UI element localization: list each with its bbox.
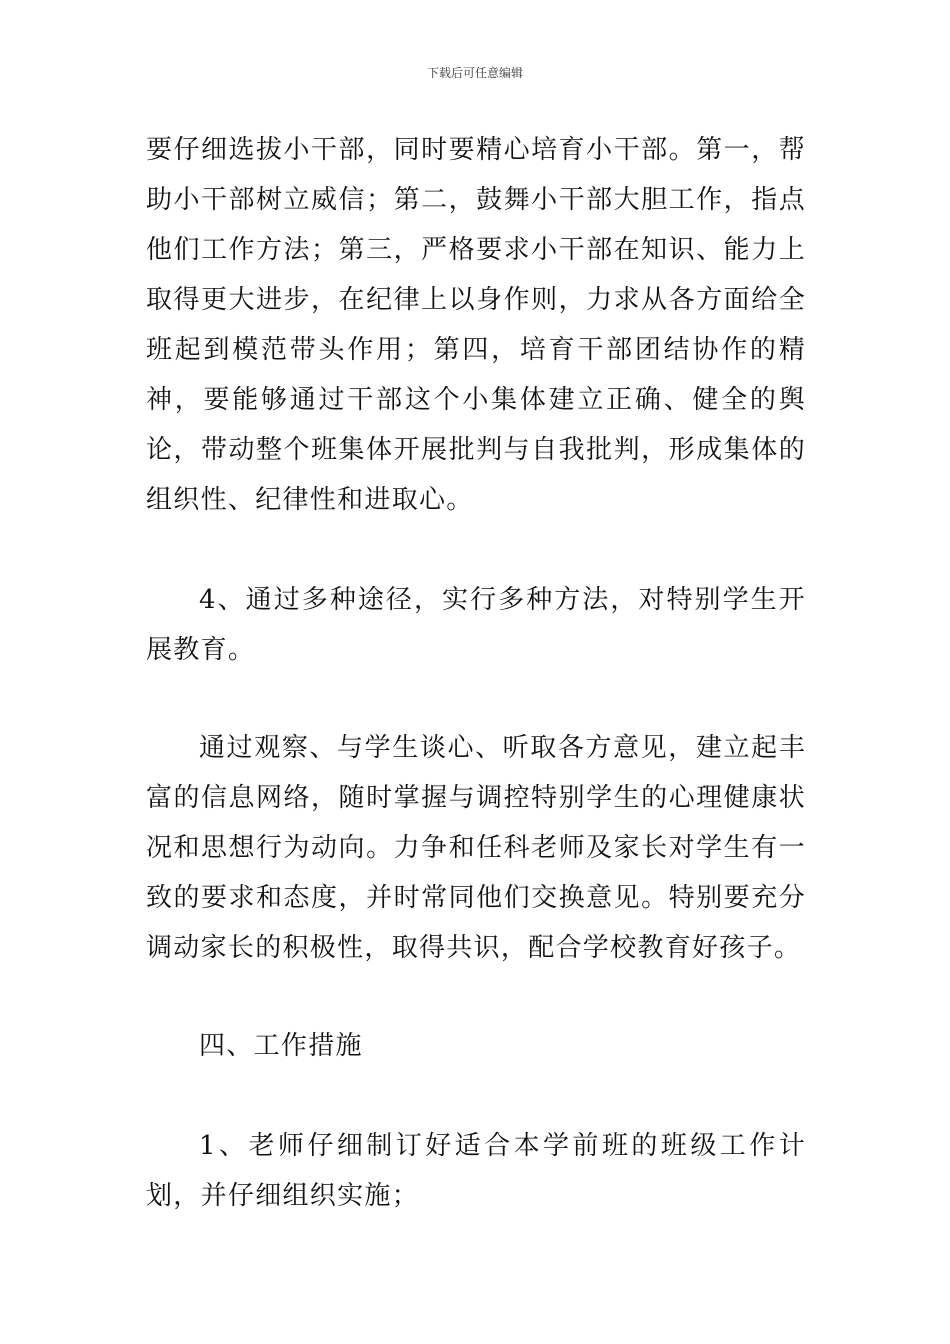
page-header: 下载后可任意编辑 <box>426 66 523 80</box>
section-heading-measures: 四、工作措施 <box>199 1031 363 1061</box>
paragraph-special-students: 通过观察、与学生谈心、听取各方意见，建立起丰富的信息网络，随时掌握与调控特别学生的心理健康状况和思想行为动向。力争和任科老师及家长对学生有一致的要求和态度，并时常同他们交换意见。特别要充分调动家长的积极性，取得共识，配合学校教育好孩子。 <box>146 733 806 963</box>
paragraph-item-4: 4、通过多种途径，实行多种方法，对特别学生开展教育。 <box>146 585 806 665</box>
paragraph-cadre-training: 要仔细选拔小干部，同时要精心培育小干部。第一，帮助小干部树立威信；第二，鼓舞小干部大胆工作，指点他们工作方法；第三，严格要求小干部在知识、能力上取得更大进步，在纪律上以身作则，力求从各方面给全班起到模范带头作用；第四，培育干部团结协作的精神，要能够通过干部这个小集体建立正确、健全的舆论，带动整个班集体开展批判与自我批判，形成集体的组织性、纪律性和进取心。 <box>146 135 806 515</box>
paragraph-measure-1: 1、老师仔细制订好适合本学前班的班级工作计划，并仔细组织实施； <box>146 1131 806 1211</box>
